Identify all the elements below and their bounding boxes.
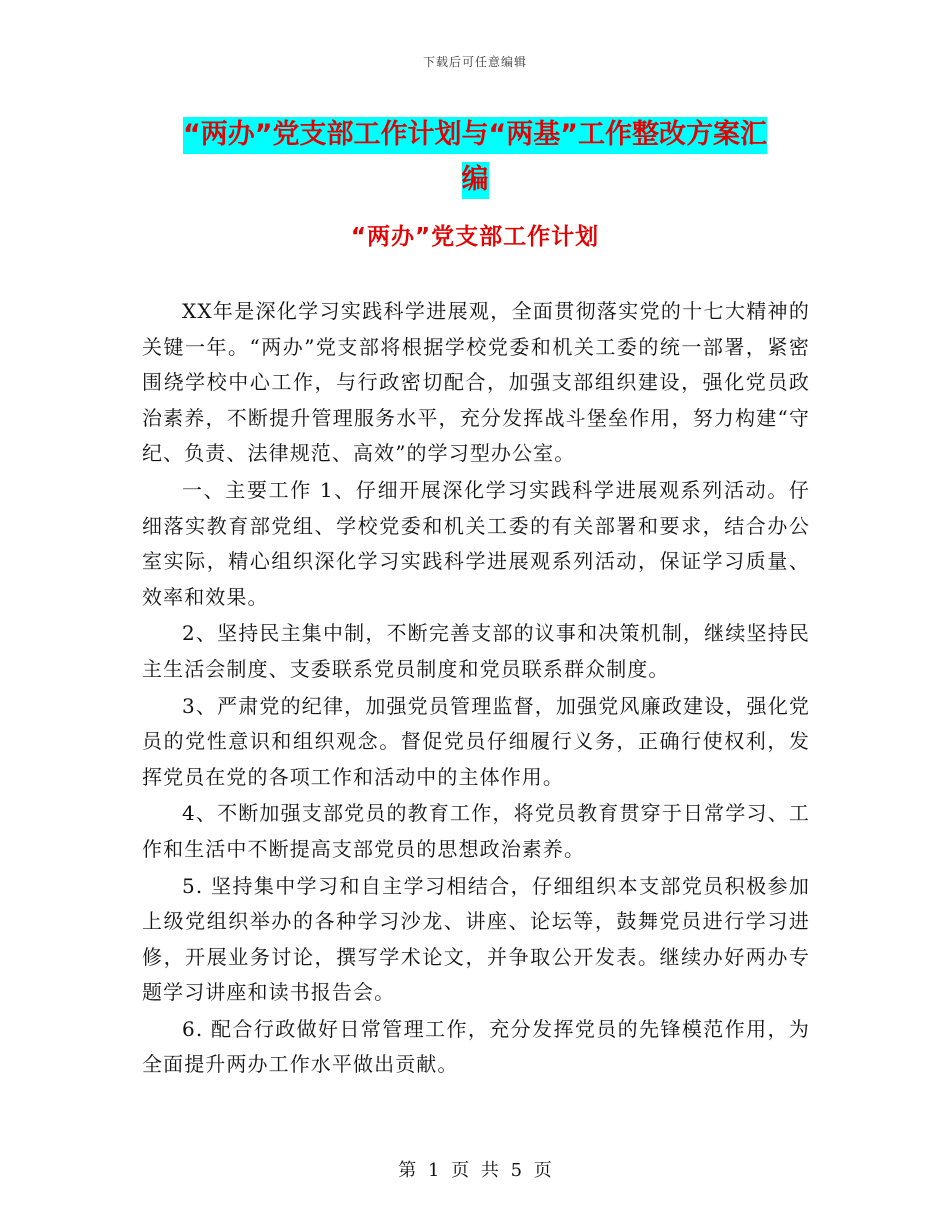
document-title bbox=[0, 112, 950, 202]
paragraph-intro: XX年是深化学习实践科学进展观，全面贯彻落实党的十七大精神的关键一年。“两办”党支部将根据学校党委和机关工委的统一部署，紧密围绕学校中心工作，与行政密切配合，加强支部组织建设，强化党员政治素养，不断提升管理服务水平，充分发挥战斗堡垒作用，努力构建“守纪、负责、法律规范、高效”的学习型办公室。 bbox=[142, 299, 810, 466]
paragraph-item-3: 3、严肃党的纪律，加强党员管理监督，加强党风廉政建设，强化党员的党性意识和组织观念。督促党员仔细履行义务，正确行使权利，发挥党员在党的各项工作和活动中的主体作用。 bbox=[142, 693, 810, 789]
paragraph-item-4: 4、不断加强支部党员的教育工作，将党员教育贯穿于日常学习、工作和生活中不断提高支部党员的思想政治素养。 bbox=[142, 801, 810, 861]
page-number-footer: 第 1 页 共 5 页 bbox=[398, 1160, 552, 1181]
paragraph-main-work-1: 一、主要工作 1、仔细开展深化学习实践科学进展观系列活动。仔细落实教育部党组、学校党委和机关工委的有关部署和要求，结合办公室实际，精心组织深化学习实践科学进展观系列活动，保证学习质量、效率和效果。 bbox=[142, 477, 810, 609]
section-title: “两办”党支部工作计划 bbox=[350, 224, 600, 250]
document-body bbox=[142, 294, 810, 1084]
paragraph-item-6: 6. 配合行政做好日常管理工作，充分发挥党员的先锋模范作用，为全面提升两办工作水平做出贡献。 bbox=[142, 1016, 810, 1077]
paragraph-item-5: 5. 坚持集中学习和自主学习相结合，仔细组织本支部党员积极参加上级党组织举办的各种学习沙龙、讲座、论坛等，鼓舞党员进行学习进修，开展业务讨论，撰写学术论文，并争取公开发表。继续办好两办专题学习讲座和读书报告会。 bbox=[142, 873, 810, 1005]
paragraph-item-2: 2、坚持民主集中制，不断完善支部的议事和决策机制，继续坚持民主生活会制度、支委联系党员制度和党员联系群众制度。 bbox=[142, 621, 810, 681]
page-header: 下载后可任意编辑 bbox=[422, 55, 527, 69]
document-title-line-1: “两办”党支部工作计划与“两基”工作整改方案汇 bbox=[183, 117, 767, 154]
document-title-line-2: 编 bbox=[462, 162, 489, 199]
